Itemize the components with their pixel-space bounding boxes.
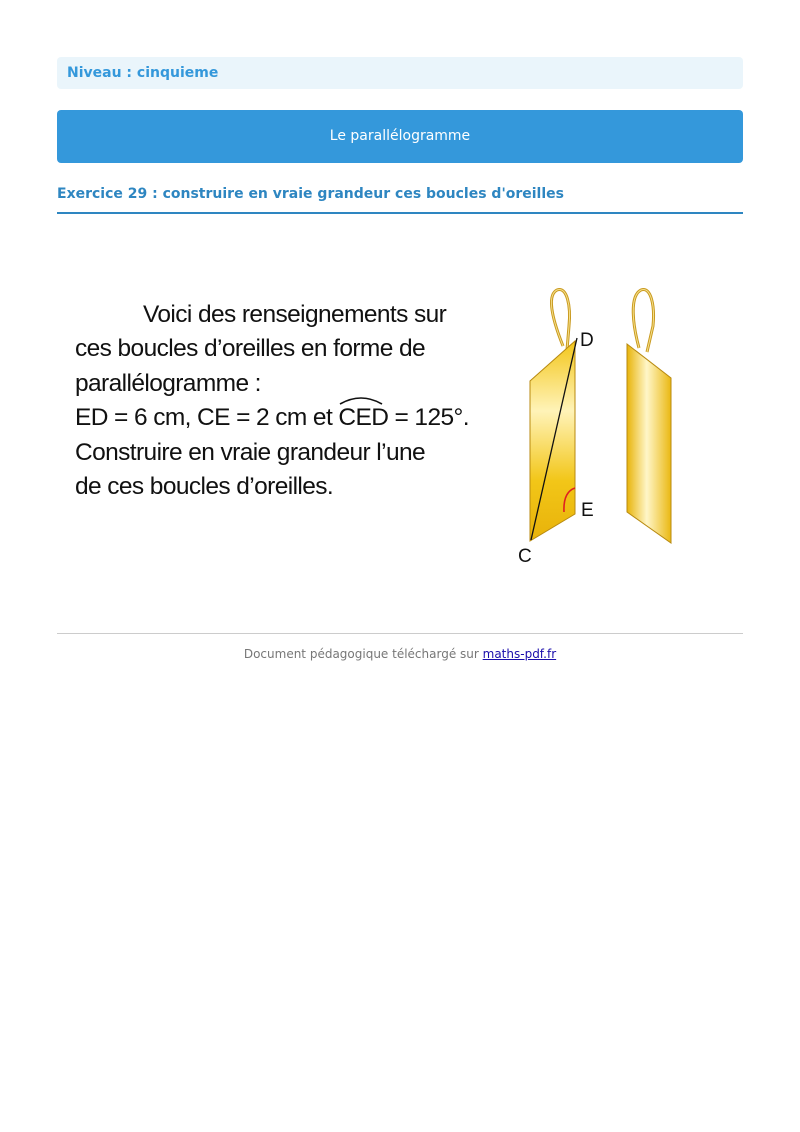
footer [57,647,743,661]
earrings-figure [505,286,685,571]
right-earring-hook [633,289,653,352]
footer-text: Document pédagogique téléchargé sur [243,647,483,661]
label-c: C [518,546,532,567]
niveau-banner [57,57,743,89]
chapter-title-bar [57,110,743,163]
label-e: E [581,500,594,521]
problem-line-1 [75,298,485,332]
footer-divider [57,633,743,634]
problem-line-4-end: = 125°. [388,404,469,432]
problem-line-4 [75,401,485,435]
footer-link[interactable]: maths-pdf.fr [482,647,557,661]
chapter-title: Le parallélogramme [329,128,471,144]
problem-line-5: Construire en vraie grandeur l’une [75,438,426,466]
problem-line-2: ces boucles d’oreilles en forme de [75,335,426,363]
angle-hat-icon [338,395,384,405]
problem-line-1-text: Voici des renseignements sur [143,301,447,328]
exercise-heading [57,186,743,214]
angle-ced-text: CED [338,404,389,432]
problem-line-3: parallélogramme : [75,369,261,397]
label-d: D [580,330,594,351]
problem-line-4-start: ED = 6 cm, CE = 2 cm et [75,404,339,432]
exercise-title: Exercice 29 : construire en vraie grandeur ces boucles d'oreilles [57,186,564,202]
right-earring [627,344,671,543]
problem-statement [75,298,485,504]
left-earring [530,341,575,541]
problem-line-6: de ces boucles d’oreilles. [75,473,334,501]
niveau-label: Niveau : cinquieme [67,65,219,81]
angle-ced [338,401,388,435]
